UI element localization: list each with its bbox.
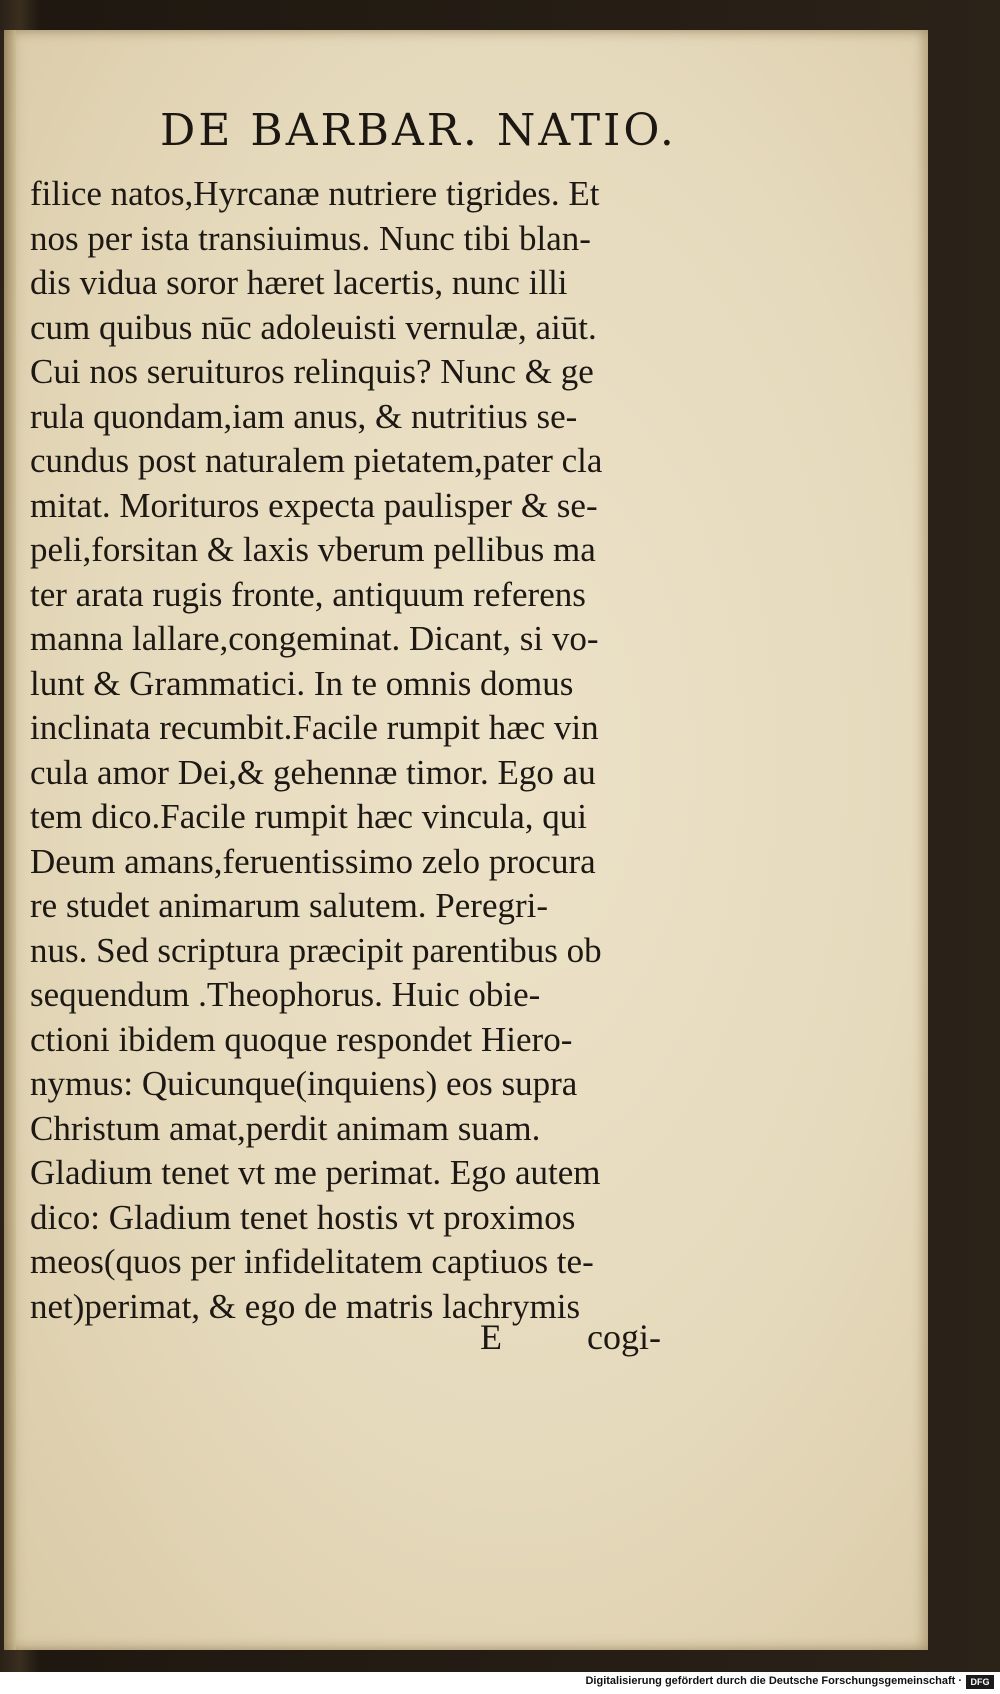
text-line: tem dico.Facile rumpit hæc vincula, qui: [30, 797, 587, 836]
text-line: nymus: Quicunque(inquiens) eos supra: [30, 1064, 578, 1103]
text-line: nus. Sed scriptura præcipit parentibus ob: [30, 930, 602, 970]
text-line: Deum amans,feruentissimo zelo procura: [30, 841, 596, 881]
text-line: peli,forsitan & laxis vberum pellibus ma: [30, 530, 596, 569]
catchword: cogi-: [587, 1317, 661, 1357]
text-line: ter arata rugis fronte, antiquum referens: [30, 574, 586, 614]
text-line: manna lallare,congeminat. Dicant, si vo-: [30, 619, 599, 658]
text-line: meos(quos per infidelitatem captiuos te-: [30, 1242, 594, 1281]
credit-text: Digitalisierung gefördert durch die Deutsche Forschungsgemeinschaft ·: [585, 1675, 962, 1687]
text-line: Christum amat,perdit animam suam.: [30, 1108, 541, 1148]
text-line: cum quibus nūc adoleuisti vernulæ, aiūt.: [30, 307, 597, 347]
text-line: sequendum .Theophorus. Huic obie-: [30, 975, 541, 1014]
text-line: net)perimat, & ego de matris lachrymis: [30, 1286, 581, 1326]
text-line: mitat. Morituros expecta paulisper & se-: [30, 485, 598, 525]
signature-mark: E: [480, 1317, 502, 1357]
page-gutter-edge: [4, 30, 16, 1650]
text-line: cundus post naturalem pietatem,pater cla: [30, 441, 603, 480]
text-line: nos per ista transiuimus. Nunc tibi blan-: [30, 218, 591, 258]
text-line: dico: Gladium tenet hostis vt proximos: [30, 1197, 576, 1237]
text-line: filice natos,Hyrcanæ nutriere tigrides. Et: [30, 174, 600, 213]
text-line: ctioni ibidem quoque respondet Hiero-: [30, 1019, 573, 1059]
text-line: lunt & Grammatici. In te omnis domus: [30, 663, 574, 703]
running-head: DE BARBAR. NATIO.: [160, 105, 677, 156]
text-line: cula amor Dei,& gehennæ timor. Ego au: [30, 752, 596, 792]
dfg-logo-icon: DFG: [966, 1675, 994, 1689]
text-line: dis vidua soror hæret lacertis, nunc illi: [30, 263, 568, 302]
text-line: inclinata recumbit.Facile rumpit hæc vin: [30, 708, 599, 747]
text-line: Cui nos seruituros relinquis? Nunc & ge: [30, 352, 594, 391]
text-line: Gladium tenet vt me perimat. Ego autem: [30, 1153, 601, 1192]
digitization-credit-bar: [0, 1672, 1000, 1694]
text-line: rula quondam,iam anus, & nutritius se-: [30, 396, 578, 436]
text-line: re studet animarum salutem. Peregri-: [30, 886, 549, 925]
body-text: [30, 172, 710, 1329]
